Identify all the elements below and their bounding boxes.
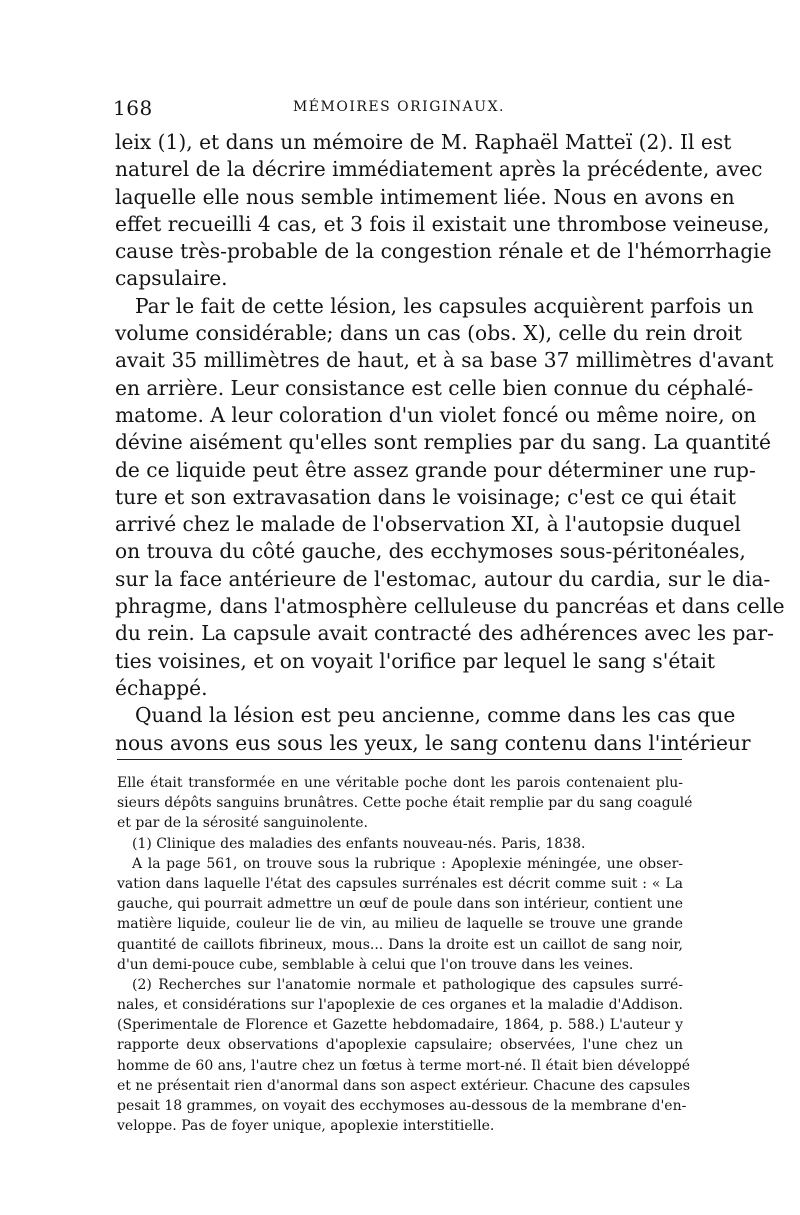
footnote-line: homme de 60 ans, l'autre chez un fœtus à terme mort-né. Il était bien développé — [117, 1057, 691, 1074]
page-header — [113, 96, 685, 122]
text-line: capsulaire. — [115, 266, 228, 291]
footnote-line: quantité de caillots fibrineux, mous... Dans la droite est un caillot de sang noir, — [117, 936, 683, 953]
text-line: échappé. — [115, 675, 208, 700]
footnote-line: et par de la sérosité sanguinolente. — [117, 815, 368, 832]
footnote-line: (Sperimentale de Florence et Gazette hebdomadaire, 1864, p. 588.) L'auteur y — [117, 1017, 683, 1034]
page-number: 168 — [113, 96, 153, 120]
text-line: Quand la lésion est peu ancienne, comme dans les cas que — [135, 703, 736, 728]
text-line: dévine aisément qu'elles sont remplies par du sang. La quantité — [115, 430, 771, 455]
text-line: sur la face antérieure de l'estomac, autour du cardia, sur le dia- — [115, 566, 771, 591]
text-line: laquelle elle nous semble intimement liée. Nous en avons en — [115, 184, 735, 209]
text-line: Par le fait de cette lésion, les capsules acquièrent parfois un — [135, 293, 754, 318]
text-line: cause très-probable de la congestion rénale et de l'hémorrhagie — [115, 239, 772, 264]
footnote-line: vation dans laquelle l'état des capsules surrénales est décrit comme suit : « La — [117, 875, 683, 892]
text-line: effet recueilli 4 cas, et 3 fois il existait une thrombose veineuse, — [115, 211, 770, 236]
footnote-line: (1) Clinique des maladies des enfants nouveau-nés. Paris, 1838. — [132, 835, 586, 852]
text-line: ture et son extravasation dans le voisinage; c'est ce qui était — [115, 484, 736, 509]
text-line: leix (1), et dans un mémoire de M. Raphaël Matteï (2). Il est — [115, 130, 732, 154]
text-line: avait 35 millimètres de haut, et à sa base 37 millimètres d'avant — [115, 348, 774, 373]
footnotes — [117, 773, 693, 1136]
text-line: matome. A leur coloration d'un violet foncé ou même noire, on — [115, 402, 757, 427]
footnote-line: nales, et considérations sur l'apoplexie de ces organes et la maladie d'Addison. — [117, 997, 683, 1014]
footnote-line: A la page 561, on trouve sous la rubrique : Apoplexie méningée, une obser- — [132, 855, 683, 872]
text-line: nous avons eus sous les yeux, le sang contenu dans l'intérieur — [115, 730, 751, 755]
footnote-line: sieurs dépôts sanguins brunâtres. Cette poche était remplie par du sang coagulé — [117, 795, 693, 812]
footnote-line: gauche, qui pourrait admettre un œuf de poule dans son intérieur, contient une — [117, 896, 683, 913]
footnote-line: d'un demi-pouce cube, semblable à celui que l'on trouve dans les veines. — [117, 956, 634, 973]
text-line: naturel de la décrire immédiatement après la précédente, avec — [115, 157, 763, 182]
text-line: on trouva du côté gauche, des ecchymoses sous-péritonéales, — [115, 539, 746, 564]
text-line: ties voisines, et on voyait l'orifice par lequel le sang s'était — [115, 648, 716, 673]
footnote-line: (2) Recherches sur l'anatomie normale et pathologique des capsules surré- — [132, 976, 683, 993]
text-line: phragme, dans l'atmosphère celluleuse du pancréas et dans celle — [115, 594, 785, 619]
running-title: MÉMOIRES ORIGINAUX. — [292, 99, 506, 115]
main-text — [115, 129, 785, 757]
footnote-line: rapporte deux observations d'apoplexie capsulaire; observées, l'une chez un — [117, 1037, 683, 1054]
text-line: volume considérable; dans un cas (obs. X), celle du rein droit — [115, 321, 743, 346]
text-line: en arrière. Leur consistance est celle bien connue du céphalé- — [115, 375, 754, 400]
footnote-line: matière liquide, couleur lie de vin, au milieu de laquelle se trouve une grande — [117, 916, 683, 933]
footnote-line: pesait 18 grammes, on voyait des ecchymoses au-dessous de la membrane d'en- — [117, 1098, 687, 1114]
footnote-line: et ne présentait rien d'anormal dans son aspect extérieur. Chacune des capsules — [117, 1077, 691, 1094]
footnote-line: veloppe. Pas de foyer unique, apoplexie interstitielle. — [117, 1118, 495, 1135]
footnote-divider — [117, 759, 682, 760]
text-line: de ce liquide peut être assez grande pour déterminer une rup- — [115, 457, 756, 482]
text-line: arrivé chez le malade de l'observation XI, à l'autopsie duquel — [115, 512, 741, 537]
footnote-line: Elle était transformée en une véritable poche dont les parois contenaient plu- — [117, 775, 683, 791]
text-line: du rein. La capsule avait contracté des adhérences avec les par- — [115, 621, 774, 646]
